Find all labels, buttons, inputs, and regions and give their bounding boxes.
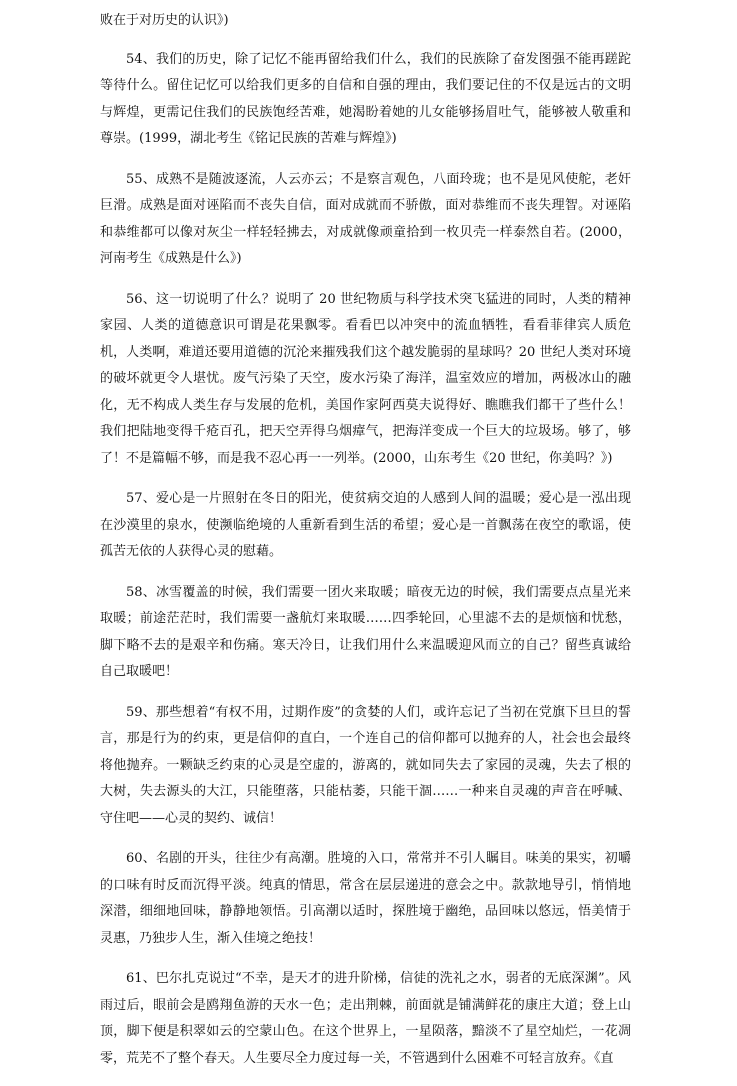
paragraph-60: 60、名剧的开头，往往少有高潮。胜境的入口，常常并不引人瞩目。味美的果实，初嚼的口味有时反而沉得平淡。纯真的情思，常含在层层递进的意会之中。款款地导引，悄悄地深潜，细细地回味，静静地领悟。引高潮以适时，探胜境于幽绝，品回味以悠远，悟美情于灵惠，乃独步人生，渐入佳境之绝技！ bbox=[100, 851, 631, 946]
paragraph-55: 55、成熟不是随波逐流，人云亦云；不是察言观色，八面玲珑；也不是见风使舵，老奸巨滑。成熟是面对诬陷而不丧失自信，面对成就而不骄傲，面对恭维而不丧失理智。对诬陷和恭维都可以像对灰尘一样轻轻拂去，对成就像顽童拾到一枚贝壳一样泰然自若。(2000，河南考生《成熟是什么》) bbox=[100, 171, 631, 266]
paragraph-57: 57、爱心是一片照射在冬日的阳光，使贫病交迫的人感到人间的温暖；爱心是一泓出现在沙漠里的泉水，使濒临绝境的人重新看到生活的希望；爱心是一首飘荡在夜空的歌谣，使孤苦无依的人获得心灵的慰藉。 bbox=[100, 491, 631, 559]
paragraph-54: 54、我们的历史，除了记忆不能再留给我们什么，我们的民族除了奋发图强不能再蹉跎等待什么。留住记忆可以给我们更多的自信和自强的理由，我们要记住的不仅是远古的文明与辉煌，更需记住我们的民族饱经苦难，她渴盼着她的儿女能够扬眉吐气，能够被人敬重和尊崇。(1999，湖北考生《铭记民族的苦难与辉煌》) bbox=[100, 51, 631, 146]
continued-line: 败在于对历史的认识》) bbox=[100, 13, 229, 28]
paragraph-56: 56、这一切说明了什么？说明了 20 世纪物质与科学技术突飞猛进的同时，人类的精神家园、人类的道德意识可谓是花果飘零。看看巴以冲突中的流血牺牲，看看菲律宾人质危机，人类啊，难道还要用道德的沉沦来摧残我们这个越发脆弱的星球吗？20 世纪人类对环境的破坏就更令人堪忧。废气污染了天空，废水污染了海洋，温室效应的增加，两极冰山的融化，无不构成人类生存与发展的危机，美国作家阿西莫夫说得好、瞧瞧我们都干了些什么！我们把陆地变得千疮百孔，把天空弄得乌烟瘴气，把海洋变成一个巨大的垃圾场。够了，够了！不是篇幅不够，而是我不忍心再一一列举。(2000，山东考生《20 世纪，你美吗？》) bbox=[100, 291, 631, 466]
paragraph-59: 59、那些想着“有权不用，过期作废”的贪婪的人们，或许忘记了当初在党旗下旦旦的誓言，那是行为的约束，更是信仰的直白，一个连自己的信仰都可以抛弃的人，社会也会最终将他抛弃。一颗缺乏约束的心灵是空虚的，游离的，就如同失去了家园的灵魂，失去了根的大树，失去源头的大江，只能堕落，只能枯萎，只能干涸……一种来自灵魂的声音在呼喊、守住吧——心灵的契约、诚信！ bbox=[100, 704, 631, 826]
document-body bbox=[100, 8, 631, 1086]
paragraph-58: 58、冰雪覆盖的时候，我们需要一团火来取暖；暗夜无边的时候，我们需要点点星光来取暖；前途茫茫时，我们需要一盏航灯来取暖……四季轮回，心里滤不去的是烦恼和忧愁，脚下略不去的是艰辛和伤痛。寒天冷日，让我们用什么来温暖迎风而立的自己？留些真诚给自己取暖吧！ bbox=[100, 584, 631, 679]
paragraph-61: 61、巴尔扎克说过“不幸，是天才的进升阶梯，信徒的洗礼之水，弱者的无底深渊”。风雨过后，眼前会是鸥翔鱼游的天水一色；走出荆棘，前面就是铺满鲜花的康庄大道；登上山顶，脚下便是积翠如云的空蒙山色。在这个世界上，一星陨落，黯淡不了星空灿烂，一花凋零，荒芜不了整个春天。人生要尽全力度过每一关，不管遇到什么困难不可轻言放弃。《直 bbox=[100, 971, 631, 1066]
